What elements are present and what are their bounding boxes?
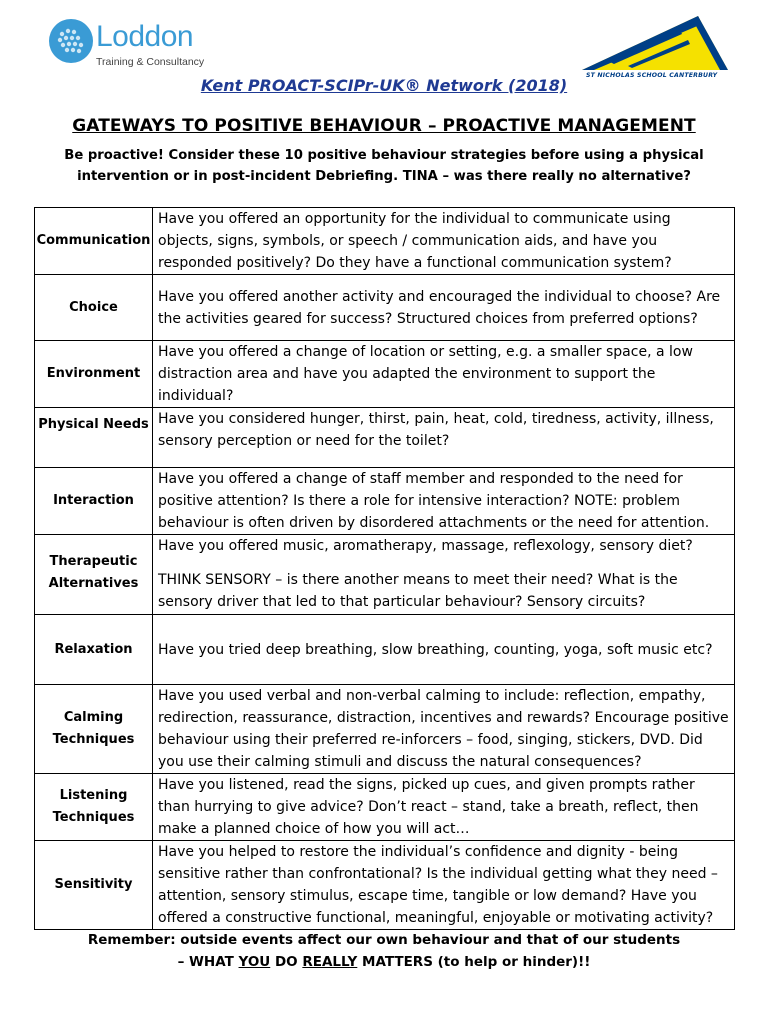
table-row <box>35 275 735 341</box>
loddon-logo-name: Loddon <box>96 20 194 53</box>
table-row <box>35 841 735 930</box>
table-row <box>35 535 735 615</box>
strategy-text: Have you offered a change of location or setting, e.g. a smaller space, a low distraction area and have you adapted the environment to support the individual? <box>153 341 735 408</box>
page-title: GATEWAYS TO POSITIVE BEHAVIOUR – PROACTIVE MANAGEMENT <box>72 116 696 136</box>
strategy-label: Sensitivity <box>35 841 153 930</box>
network-title: Kent PROACT-SCIPr-UK® Network (2018) <box>200 76 568 95</box>
intro-line-2: intervention or in post-incident Debriefing. TINA – was there really no alternative? <box>77 169 691 184</box>
strategy-text: Have you listened, read the signs, picked up cues, and given prompts rather than hurrying to give advice? Don’t react – stand, take a breath, reflect, then make a planned choice of how you will act… <box>153 774 735 841</box>
table-row <box>35 468 735 535</box>
intro-line-1: Be proactive! Consider these 10 positive behaviour strategies before using a physical <box>64 148 704 163</box>
footer-emphasis-really: REALLY <box>302 954 358 970</box>
strategy-label: Communication <box>35 208 153 275</box>
strategy-label: Environment <box>35 341 153 408</box>
loddon-logo-tagline: Training & Consultancy <box>96 56 205 68</box>
strategy-label: Therapeutic Alternatives <box>35 535 153 615</box>
loddon-logo <box>48 14 218 70</box>
table-row <box>35 208 735 275</box>
strategy-label: Listening Techniques <box>35 774 153 841</box>
strategy-text: Have you helped to restore the individual’s confidence and dignity - being sensitive rather than confrontational? Is the individual getting what they need – attention, sensory stimulus, escape time, tangible or low demand? Have you offered a constructive functional, meaningful, enjoyable or motivating activity? <box>153 841 735 930</box>
footer-text-c: MATTERS (to help or hinder)!! <box>357 954 591 970</box>
strategy-label: Interaction <box>35 468 153 535</box>
strategy-label: Physical Needs <box>35 408 153 468</box>
footer-line-2 <box>0 951 768 973</box>
strategy-text: Have you used verbal and non-verbal calming to include: reflection, empathy, redirection, reassurance, distraction, incentives and rewards? Encourage positive behaviour using their preferred re-inforcers – food, singing, stickers, DVD. Did you use their calming stimuli and discuss the natural consequences? <box>153 685 735 774</box>
footer-note <box>0 929 768 973</box>
intro-text <box>40 145 728 187</box>
strategy-text <box>153 535 735 615</box>
table-row <box>35 615 735 685</box>
strategy-text: Have you considered hunger, thirst, pain, heat, cold, tiredness, activity, illness, sensory perception or need for the toilet? <box>153 408 735 468</box>
footer-text-b: DO <box>270 954 303 970</box>
strategies-table <box>34 207 735 930</box>
strategy-text-part-2: THINK SENSORY – is there another means to meet their need? What is the sensory driver that led to that particular behaviour? Sensory circuits? <box>158 572 678 610</box>
strategy-text: Have you offered an opportunity for the individual to communicate using objects, signs, symbols, or speech / communication aids, and have you responded positively? Do they have a functional communication system? <box>153 208 735 275</box>
table-row <box>35 408 735 468</box>
table-row <box>35 685 735 774</box>
table-row <box>35 341 735 408</box>
footer-emphasis-you: YOU <box>238 954 271 970</box>
strategy-label: Relaxation <box>35 615 153 685</box>
school-logo-name: ST NICHOLAS SCHOOL CANTERBURY <box>586 72 718 79</box>
strategy-text: Have you tried deep breathing, slow breathing, counting, yoga, soft music etc? <box>153 615 735 685</box>
table-row <box>35 774 735 841</box>
loddon-globe-icon <box>48 18 94 64</box>
strategy-text: Have you offered another activity and encouraged the individual to choose? Are the activities geared for success? Structured choices from preferred options? <box>153 275 735 341</box>
strategy-text-part-1: Have you offered music, aromatherapy, massage, reflexology, sensory diet? <box>158 538 693 554</box>
footer-text-a: – WHAT <box>177 954 239 970</box>
strategy-label: Choice <box>35 275 153 341</box>
strategy-label: Calming Techniques <box>35 685 153 774</box>
school-roof-icon <box>580 14 730 74</box>
footer-line-1: Remember: outside events affect our own behaviour and that of our students <box>87 932 681 948</box>
strategy-text: Have you offered a change of staff member and responded to the need for positive attention? Is there a role for intensive interaction? NOTE: problem behaviour is often driven by disordered attachments or the need for attention. <box>153 468 735 535</box>
